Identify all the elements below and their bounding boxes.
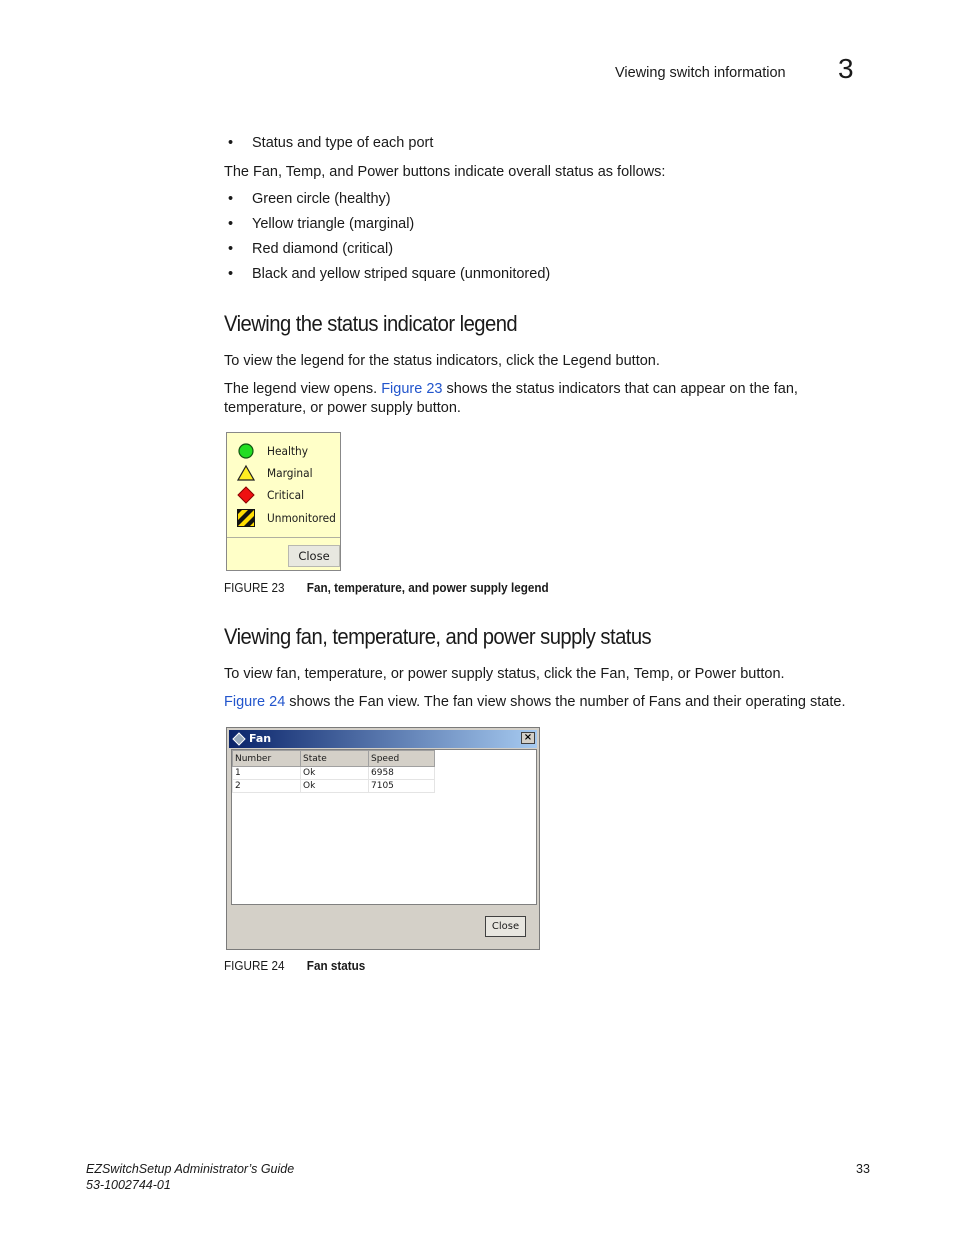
fan-description-paragraph bbox=[224, 693, 845, 712]
status-legend-panel bbox=[226, 432, 341, 571]
fan-close-button[interactable]: Close bbox=[485, 916, 526, 937]
green-circle-icon bbox=[237, 442, 255, 460]
legend-row-marginal bbox=[237, 464, 313, 485]
bullet-dot-icon: • bbox=[228, 241, 234, 257]
cell-speed: 7105 bbox=[369, 780, 435, 793]
figure-24-link[interactable]: Figure 24 bbox=[224, 694, 286, 710]
text-span: The legend view opens. bbox=[224, 381, 382, 397]
text-span: shows the bbox=[285, 694, 359, 710]
legend-instructions-paragraph bbox=[224, 352, 660, 371]
fan-window-titlebar[interactable] bbox=[229, 730, 537, 748]
legend-row-unmonitored bbox=[237, 509, 336, 530]
text-span: To view the legend for the status indicators, click the bbox=[224, 353, 563, 369]
legend-row-healthy bbox=[237, 442, 309, 463]
text-span: To view fan, temperature, or power supply status, click the bbox=[224, 666, 601, 682]
temp-keyword: Temp bbox=[633, 666, 670, 682]
cell-number: 2 bbox=[233, 780, 301, 793]
legend-label: Unmonitored bbox=[267, 511, 336, 525]
bullet-dot-icon: • bbox=[228, 135, 234, 151]
cell-state: Ok bbox=[301, 767, 369, 780]
bullet-dot-icon: • bbox=[228, 266, 234, 282]
cell-number: 1 bbox=[233, 767, 301, 780]
text-span: , or bbox=[669, 666, 695, 682]
figure-23-link[interactable]: Figure 23 bbox=[381, 381, 443, 397]
column-header-number[interactable]: Number bbox=[233, 751, 301, 767]
text-span: temperature, or power supply button. bbox=[224, 400, 461, 416]
legend-row-critical bbox=[237, 486, 305, 507]
figure-number: FIGURE 24 bbox=[224, 958, 285, 973]
legend-divider bbox=[227, 537, 340, 538]
table-row[interactable] bbox=[233, 780, 435, 793]
section-heading-fan-status: Viewing fan, temperature, and power supply status bbox=[224, 624, 652, 649]
section-heading-legend: Viewing the status indicator legend bbox=[224, 311, 518, 336]
legend-close-button[interactable]: Close bbox=[288, 545, 340, 567]
bullet-text: Green circle (healthy) bbox=[252, 191, 391, 207]
figure-caption-text: Fan status bbox=[306, 958, 366, 973]
legend-label: Healthy bbox=[267, 444, 309, 458]
legend-label: Critical bbox=[267, 488, 305, 502]
footer-doc-title: EZSwitchSetup Administrator’s Guide bbox=[86, 1162, 295, 1176]
text-span: button. bbox=[736, 666, 785, 682]
fan-table-area bbox=[231, 749, 537, 905]
fan-table bbox=[232, 750, 435, 793]
text-span: shows the status indicators that can appear on the fan, bbox=[442, 381, 798, 397]
bullet-dot-icon: • bbox=[228, 191, 234, 207]
table-row[interactable] bbox=[233, 767, 435, 780]
text-span: , bbox=[625, 666, 634, 682]
cell-state: Ok bbox=[301, 780, 369, 793]
bullet-text: Yellow triangle (marginal) bbox=[252, 216, 415, 232]
figure-number: FIGURE 23 bbox=[224, 580, 285, 595]
text-span: button. bbox=[611, 353, 660, 369]
window-close-icon[interactable]: × bbox=[521, 732, 535, 744]
cell-speed: 6958 bbox=[369, 767, 435, 780]
fan-instructions-paragraph bbox=[224, 665, 785, 684]
yellow-triangle-icon bbox=[237, 464, 255, 482]
bullet-dot-icon: • bbox=[228, 216, 234, 232]
page-number: 33 bbox=[856, 1162, 870, 1176]
figure-caption-text: Fan, temperature, and power supply legend bbox=[306, 580, 549, 595]
column-header-speed[interactable]: Speed bbox=[369, 751, 435, 767]
figure-23-caption bbox=[224, 580, 549, 595]
table-header-row bbox=[233, 751, 435, 767]
fan-window bbox=[226, 727, 540, 950]
running-header-title: Viewing switch information bbox=[615, 65, 786, 81]
bullet-text: Red diamond (critical) bbox=[252, 241, 394, 257]
bullet-text: Status and type of each port bbox=[252, 135, 434, 151]
legend-label: Marginal bbox=[267, 466, 313, 480]
legend-description-paragraph bbox=[224, 380, 798, 418]
bullet-text: Black and yellow striped square (unmonitored) bbox=[252, 266, 551, 282]
chapter-number: 3 bbox=[838, 53, 854, 84]
fan-keyword: Fan bbox=[600, 666, 626, 682]
red-diamond-icon bbox=[237, 486, 255, 504]
fan-keyword: Fan bbox=[358, 694, 384, 710]
buttons-paragraph: The Fan, Temp, and Power buttons indicate overall status as follows: bbox=[224, 164, 666, 180]
footer-doc-number: 53-1002744-01 bbox=[86, 1178, 171, 1192]
striped-square-icon bbox=[237, 509, 255, 527]
column-header-state[interactable]: State bbox=[301, 751, 369, 767]
figure-24-caption bbox=[224, 958, 365, 973]
fan-window-title: Fan bbox=[249, 732, 272, 745]
legend-keyword: Legend bbox=[562, 353, 612, 369]
app-icon bbox=[232, 732, 246, 746]
text-span: view. The fan view shows the number of Fans and their operating state. bbox=[383, 694, 846, 710]
power-keyword: Power bbox=[694, 666, 737, 682]
